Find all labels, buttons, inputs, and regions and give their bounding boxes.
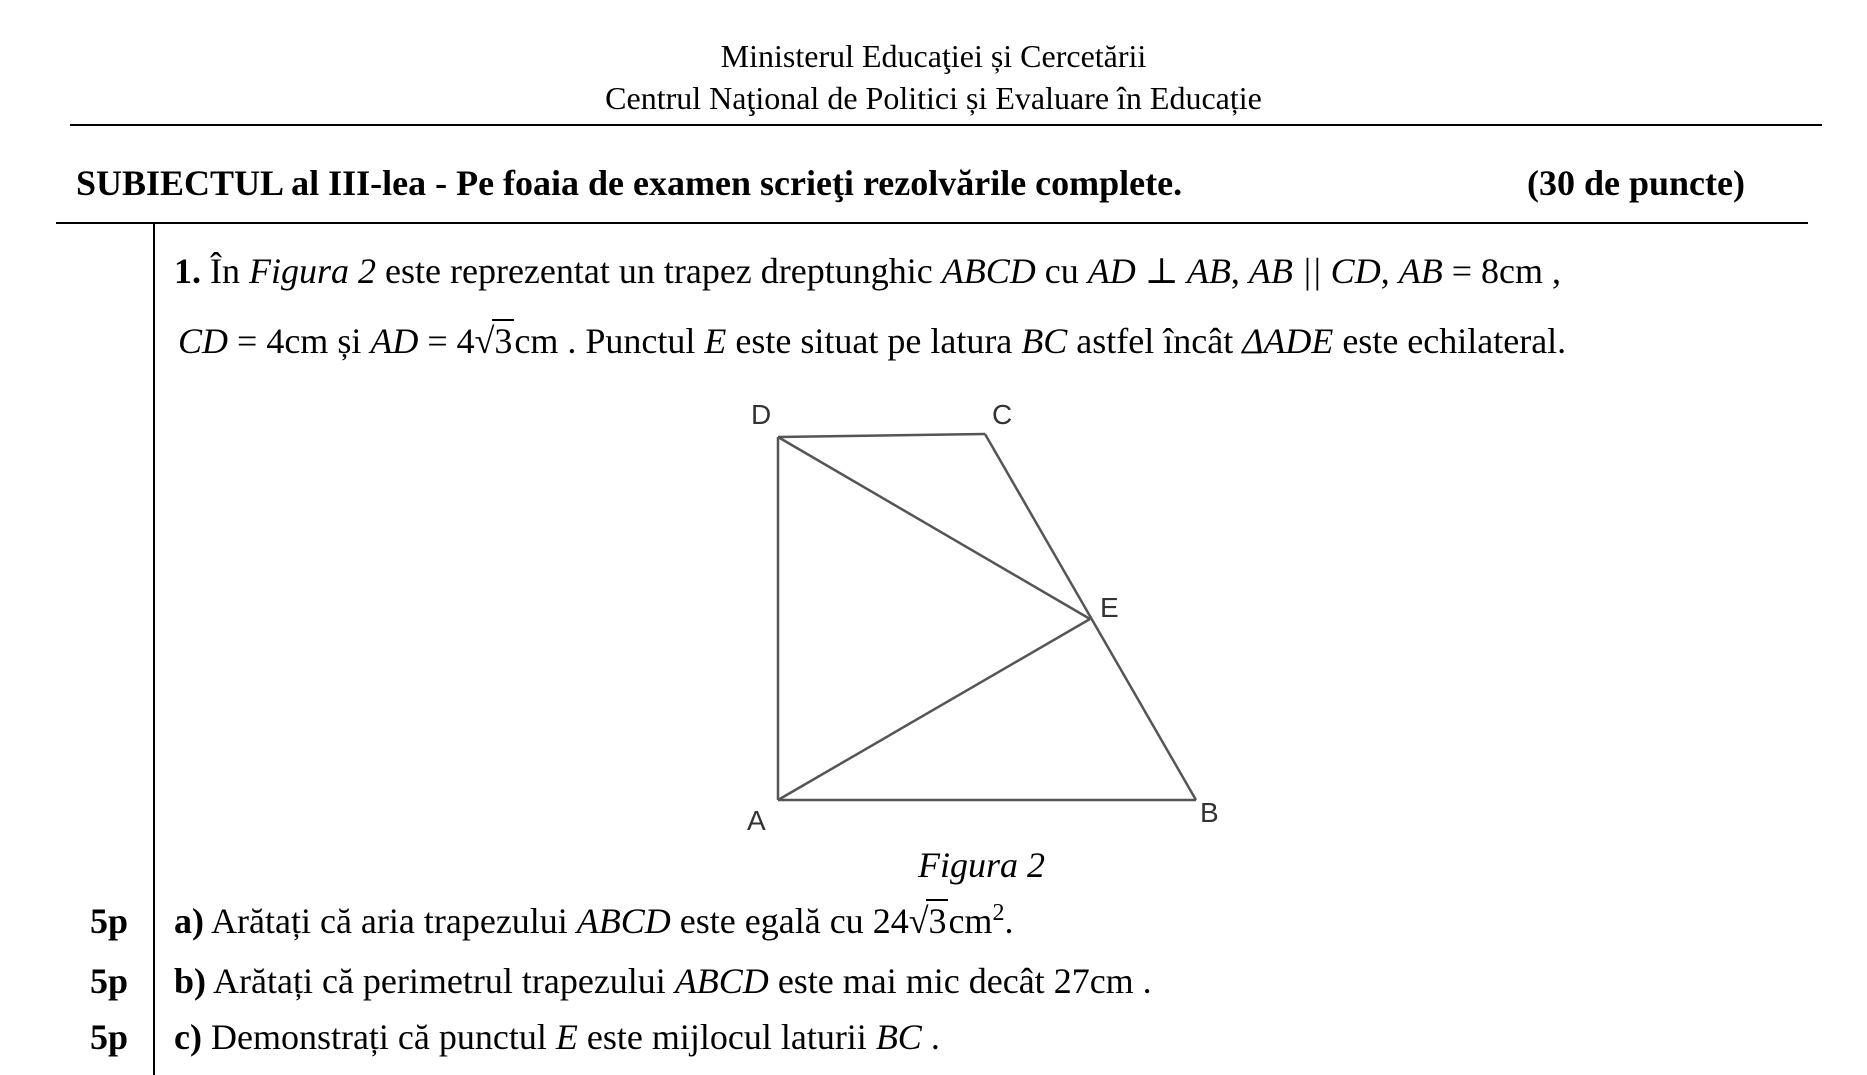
subject-divider bbox=[56, 222, 1808, 224]
question-label-b: b) bbox=[174, 961, 207, 1001]
math-bc: BC bbox=[875, 1017, 922, 1057]
text: . bbox=[921, 1017, 940, 1057]
math-abcd: ABCD bbox=[941, 251, 1036, 291]
sqrt-radicand: 3 bbox=[928, 901, 947, 941]
question-a: a) Arătați că aria trapezului ABCD este egală cu $24√3cm^2$. bbox=[174, 900, 1014, 941]
text: este mijlocul laturii bbox=[577, 1017, 876, 1057]
text: , bbox=[1380, 251, 1399, 291]
text: este egală cu bbox=[670, 901, 873, 941]
label-a: A bbox=[747, 805, 766, 836]
math-perpendicular: AD ⊥ AB bbox=[1087, 251, 1231, 291]
header-line-1: Ministerul Educaţiei și Cercetării bbox=[720, 38, 1147, 74]
math-parallel: AB || CD bbox=[1248, 251, 1381, 291]
question-label-a: a) bbox=[174, 901, 204, 941]
points-column-rule bbox=[153, 223, 155, 1075]
text: . bbox=[1004, 901, 1014, 941]
math-triangle-ade: ΔADE bbox=[1242, 321, 1334, 361]
text: este reprezentat un trapez dreptunghic bbox=[376, 251, 942, 291]
text: este echilateral. bbox=[1333, 321, 1567, 361]
text: , bbox=[1230, 251, 1249, 291]
math-ad: AD bbox=[370, 321, 419, 361]
label-e: E bbox=[1100, 592, 1119, 623]
math-abcd: ABCD bbox=[674, 961, 769, 1001]
question-b bbox=[174, 960, 1152, 1002]
problem-line-1 bbox=[174, 250, 1561, 292]
label-c: C bbox=[992, 399, 1013, 430]
text: cm . Punctul bbox=[514, 321, 705, 361]
text: . bbox=[1133, 961, 1152, 1001]
label-d: D bbox=[751, 399, 772, 430]
side-dc bbox=[778, 434, 985, 437]
trapezoid-figure bbox=[730, 390, 1240, 850]
question-label-c: c) bbox=[174, 1017, 202, 1057]
text: este situat pe latura bbox=[726, 321, 1022, 361]
text: Demonstrați că punctul bbox=[201, 1017, 556, 1057]
problem-line-2: CD = 4cm și AD = 4√3cm . Punctul E este situat pe latura BC astfel încât ΔADE este echilateral. bbox=[178, 321, 1567, 361]
math-ad-value: = 4 bbox=[418, 321, 475, 361]
points-a: 5p bbox=[90, 901, 129, 941]
side-cb bbox=[985, 434, 1196, 800]
sqrt-radicand: 3 bbox=[494, 321, 513, 361]
math-ab: AB bbox=[1398, 251, 1443, 291]
problem-number: 1. bbox=[174, 251, 201, 291]
text: cu bbox=[1035, 251, 1088, 291]
math-cd-value: = 4cm bbox=[228, 321, 338, 361]
text: este mai mic decât bbox=[768, 961, 1054, 1001]
points-b: 5p bbox=[90, 961, 129, 1001]
exponent: 2 bbox=[992, 900, 1005, 926]
math-e: E bbox=[704, 321, 727, 361]
points-c: 5p bbox=[90, 1017, 129, 1057]
header-line-2: Centrul Naţional de Politici și Evaluare în Educație bbox=[605, 80, 1262, 116]
text: În bbox=[201, 251, 249, 291]
math-bc: BC bbox=[1021, 321, 1068, 361]
math-e: E bbox=[555, 1017, 578, 1057]
math-abcd: ABCD bbox=[576, 901, 671, 941]
question-c bbox=[174, 1016, 940, 1058]
figure-ref: Figura 2 bbox=[249, 251, 377, 291]
subject-title: SUBIECTUL al III-lea - Pe foaia de examen scrieţi rezolvările complete. bbox=[76, 163, 1183, 203]
text: astfel încât bbox=[1067, 321, 1243, 361]
unit: cm bbox=[948, 901, 993, 941]
math-cd: CD bbox=[178, 321, 229, 361]
header-divider bbox=[70, 124, 1822, 126]
subject-points: (30 de puncte) bbox=[1527, 163, 1745, 203]
segment-ae bbox=[778, 619, 1090, 800]
math-value: 27cm bbox=[1053, 961, 1134, 1001]
label-b: B bbox=[1200, 797, 1219, 828]
math-value: 24 bbox=[872, 901, 909, 941]
math-ab-value: = 8cm , bbox=[1442, 251, 1561, 291]
figure-caption: Figura 2 bbox=[918, 845, 1046, 885]
text: Arătați că aria trapezului bbox=[204, 901, 577, 941]
segment-de bbox=[778, 437, 1090, 619]
text: și bbox=[337, 321, 371, 361]
text: Arătați că perimetrul trapezului bbox=[206, 961, 675, 1001]
